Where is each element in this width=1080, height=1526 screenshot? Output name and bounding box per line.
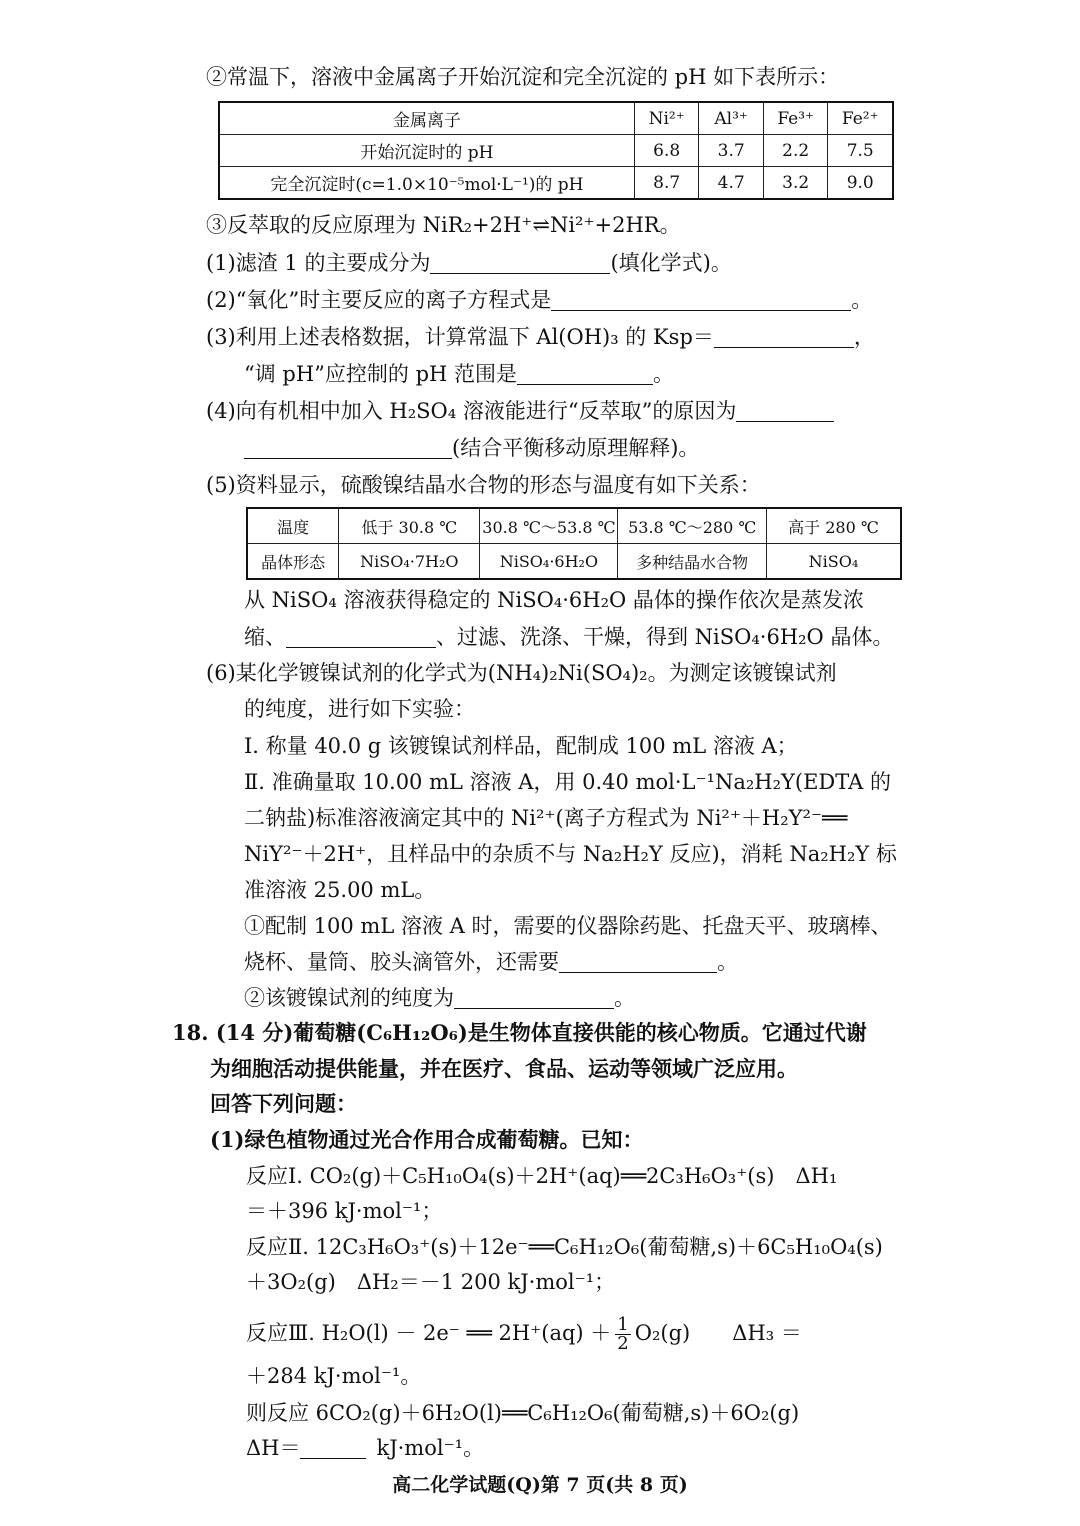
question-2 — [206, 285, 872, 315]
table-header-cell: Fe²⁺ — [828, 102, 893, 135]
overall-reaction: 则反应 6CO₂(g)＋6H₂O(l)══C₆H₁₂O₆(葡萄糖,s)＋6O₂(g) — [246, 1401, 800, 1425]
table-cell: 温度 — [247, 508, 339, 544]
table-cell: 完全沉淀时(c=1.0×10⁻⁵mol·L⁻¹)的 pH — [219, 167, 634, 200]
question-text: kJ·mol⁻¹。 — [376, 1436, 485, 1460]
question-6: (6)某化学镀镍试剂的化学式为(NH₄)₂Ni(SO₄)₂。为测定该镀镍试剂 — [206, 661, 837, 685]
table-cell: 4.7 — [699, 167, 763, 200]
question-6-line: 准溶液 25.00 mL。 — [244, 878, 436, 902]
question-6-line: NiY²⁻＋2H⁺，且样品中的杂质不与 Na₂H₂Y 反应)，消耗 Na₂H₂Y 标 — [244, 842, 897, 866]
reaction-2: 反应Ⅱ. 12C₃H₆O₃⁺(s)＋12e⁻══C₆H₁₂O₆(葡萄糖,s)＋6C₅H₁₀O₄(s) — [246, 1235, 883, 1259]
table-row — [219, 167, 893, 200]
table-cell: 晶体形态 — [247, 544, 339, 580]
question-text: 。 — [717, 950, 738, 974]
question-18-line: 为细胞活动提供能量，并在医疗、食品、运动等领域广泛应用。 — [210, 1056, 798, 1081]
fraction-denominator: 2 — [617, 1333, 629, 1354]
question-6-sub-1: ①配制 100 mL 溶液 A 时，需要的仪器除药匙、托盘天平、玻璃棒、 — [244, 914, 892, 938]
question-text: 。 — [851, 288, 873, 312]
fraction-one-half — [615, 1316, 630, 1353]
question-6-sub-1-line — [244, 947, 738, 977]
table-cell: NiSO₄·7H₂O — [339, 544, 480, 580]
question-text: 。 — [614, 986, 635, 1010]
reaction-2-enthalpy: ＋3O₂(g) ΔH₂＝－1 200 kJ·mol⁻¹； — [246, 1270, 616, 1294]
table-row — [219, 102, 893, 135]
table-cell: 9.0 — [828, 167, 893, 200]
table-cell: 2.2 — [763, 135, 828, 167]
table-cell: NiSO₄ — [766, 544, 901, 580]
fraction-numerator: 1 — [617, 1314, 629, 1335]
answer-blank[interactable] — [244, 436, 452, 459]
question-6-sub-2 — [244, 983, 635, 1013]
answer-blank[interactable] — [300, 1436, 366, 1459]
ph-table — [218, 101, 894, 200]
question-3-line-2 — [244, 359, 674, 389]
question-5-text-1: 从 NiSO₄ 溶液获得稳定的 NiSO₄·6H₂O 晶体的操作依次是蒸发浓 — [244, 588, 864, 612]
question-4 — [206, 396, 834, 426]
question-6-line: 的纯度，进行如下实验： — [244, 697, 475, 721]
question-text: (1)滤渣 1 的主要成分为 — [206, 251, 431, 275]
reaction-text: O₂(g) ΔH₃ ＝ — [634, 1321, 802, 1345]
table-cell: 多种结晶水合物 — [618, 544, 766, 580]
question-6-step-1: Ⅰ. 称量 40.0 g 该镀镍试剂样品，配制成 100 mL 溶液 A； — [244, 734, 798, 758]
overall-enthalpy — [246, 1433, 484, 1463]
table-cell: 3.7 — [699, 135, 763, 167]
question-6-step-2: Ⅱ. 准确量取 10.00 mL 溶液 A，用 0.40 mol·L⁻¹Na₂H₂Y(EDTA 的 — [244, 770, 891, 794]
question-text: 、过滤、洗涤、干燥，得到 NiSO₄·6H₂O 晶体。 — [436, 625, 894, 649]
table-cell: 开始沉淀时的 pH — [219, 135, 634, 167]
table-cell: 高于 280 ℃ — [766, 508, 901, 544]
answer-blank[interactable] — [454, 986, 614, 1009]
table-cell: 7.5 — [828, 135, 893, 167]
table-cell: 30.8 ℃～53.8 ℃ — [480, 508, 618, 544]
question-text: 烧杯、量筒、胶头滴管外，还需要 — [244, 950, 559, 974]
question-text: (4)向有机相中加入 H₂SO₄ 溶液能进行“反萃取”的原因为 — [206, 399, 737, 423]
question-5-text-2 — [244, 622, 893, 652]
table-cell: 3.2 — [763, 167, 828, 200]
note-ph-table-intro: ②常温下，溶液中金属离子开始沉淀和完全沉淀的 pH 如下表所示： — [206, 65, 840, 89]
question-text: (2)“氧化”时主要反应的离子方程式是 — [206, 288, 552, 312]
question-1 — [206, 248, 732, 278]
question-18-part-1: (1)绿色植物通过光合作用合成葡萄糖。已知： — [210, 1127, 644, 1152]
question-text: 缩、 — [244, 625, 286, 649]
answer-blank[interactable] — [559, 950, 717, 973]
answer-blank[interactable] — [286, 625, 436, 648]
question-text: (结合平衡移动原理解释)。 — [452, 436, 700, 460]
table-cell: 53.8 ℃～280 ℃ — [618, 508, 766, 544]
page-footer: 高二化学试题(Q)第 7 页(共 8 页) — [392, 1474, 688, 1496]
answer-blank[interactable] — [517, 362, 653, 385]
table-header-cell: Ni²⁺ — [634, 102, 699, 135]
answer-blank[interactable] — [736, 399, 834, 422]
note-back-extraction: ③反萃取的反应原理为 NiR₂+2H⁺⇌Ni²⁺+2HR。 — [206, 213, 681, 237]
reaction-1: 反应Ⅰ. CO₂(g)＋C₅H₁₀O₄(s)＋2H⁺(aq)══2C₃H₆O₃⁺(s) ΔH₁ — [246, 1164, 838, 1188]
crystal-form-table — [246, 507, 902, 580]
question-text: (填化学式)。 — [610, 251, 732, 275]
table-header-cell: Fe³⁺ — [763, 102, 828, 135]
question-6-line: 二钠盐)标准溶液滴定其中的 Ni²⁺(离子方程式为 Ni²⁺＋H₂Y²⁻══ — [244, 806, 848, 830]
table-row — [247, 544, 901, 580]
table-header-cell: 金属离子 — [219, 102, 634, 135]
question-4-line-2 — [244, 433, 699, 463]
table-row — [247, 508, 901, 544]
reaction-3 — [246, 1316, 802, 1353]
question-18-prompt: 回答下列问题： — [210, 1091, 357, 1116]
question-text: “调 pH”应控制的 pH 范围是 — [244, 362, 518, 386]
reaction-3-enthalpy: ＋284 kJ·mol⁻¹。 — [246, 1364, 422, 1388]
table-cell: NiSO₄·6H₂O — [480, 544, 618, 580]
question-text: ΔH＝ — [246, 1436, 301, 1460]
question-text: ， — [853, 325, 875, 349]
table-cell: 低于 30.8 ℃ — [339, 508, 480, 544]
table-cell: 8.7 — [634, 167, 699, 200]
question-18: 18. (14 分)葡萄糖(C₆H₁₂O₆)是生物体直接供能的核心物质。它通过代谢 — [172, 1020, 867, 1045]
table-header-cell: Al³⁺ — [699, 102, 763, 135]
table-cell: 6.8 — [634, 135, 699, 167]
question-text: (3)利用上述表格数据，计算常温下 Al(OH)₃ 的 Ksp＝ — [206, 325, 714, 349]
reaction-text: 反应Ⅲ. H₂O(l) － 2e⁻ ══ 2H⁺(aq) ＋ — [246, 1321, 612, 1345]
answer-blank[interactable] — [551, 288, 851, 311]
answer-blank[interactable] — [714, 325, 854, 348]
question-text: 。 — [653, 362, 675, 386]
reaction-1-enthalpy: ＝＋396 kJ·mol⁻¹； — [246, 1199, 443, 1223]
table-row — [219, 135, 893, 167]
question-3 — [206, 322, 875, 352]
question-text: ②该镀镍试剂的纯度为 — [244, 986, 454, 1010]
answer-blank[interactable] — [430, 251, 610, 274]
question-5: (5)资料显示，硫酸镍结晶水合物的形态与温度有如下关系： — [206, 473, 761, 497]
